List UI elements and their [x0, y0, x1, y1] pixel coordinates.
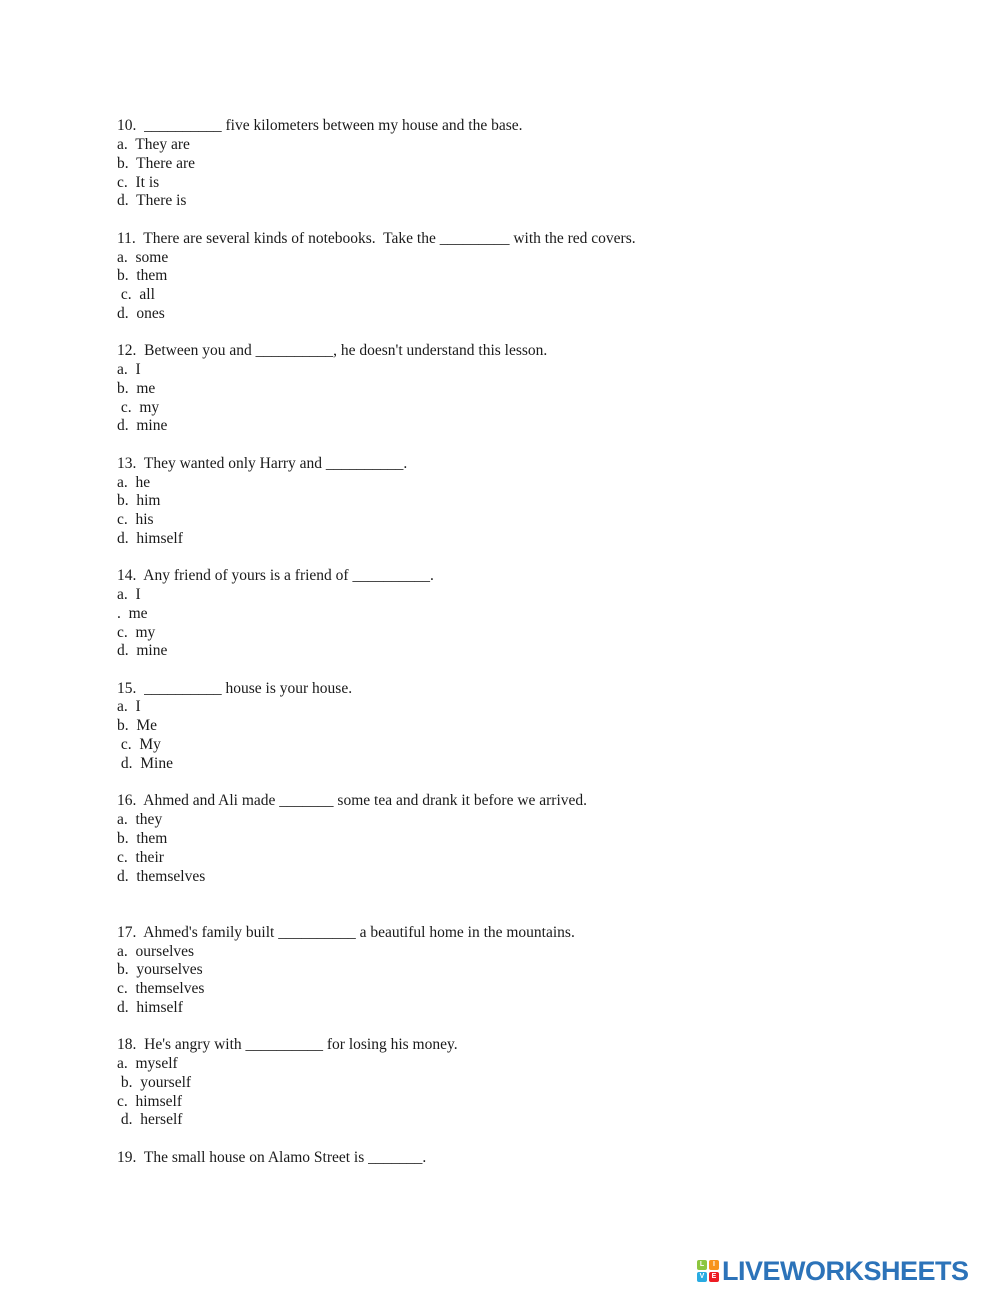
badge-letter-v: V [697, 1272, 707, 1282]
q10-option-d: d. There is [117, 192, 187, 209]
q10-option-a: a. They are [117, 136, 190, 153]
question-12: 12. Between you and __________, he doesn't understand this lesson. [117, 342, 548, 359]
q15-option-d: d. Mine [117, 755, 173, 772]
q10-option-b: b. There are [117, 155, 196, 172]
q16-option-c: c. their [117, 849, 164, 866]
badge-letter-e: E [709, 1272, 719, 1282]
question-14: 14. Any friend of yours is a friend of __________. [117, 567, 434, 584]
q11-option-a: a. some [117, 249, 169, 266]
q13-option-d: d. himself [117, 530, 183, 547]
q11-option-d: d. ones [117, 305, 165, 322]
q17-option-a: a. ourselves [117, 943, 195, 960]
q18-option-a: a. myself [117, 1055, 178, 1072]
q17-option-d: d. himself [117, 999, 183, 1016]
question-19: 19. The small house on Alamo Street is _______. [117, 1149, 427, 1166]
question-15: 15. __________ house is your house. [117, 680, 353, 697]
q18-option-d: d. herself [117, 1111, 183, 1128]
q16-option-a: a. they [117, 811, 163, 828]
liveworksheets-logo [697, 1256, 969, 1286]
q14-option-b: . me [117, 605, 148, 622]
q16-option-b: b. them [117, 830, 168, 847]
logo-wordmark: LIVEWORKSHEETS [722, 1256, 969, 1286]
q14-option-a: a. I [117, 586, 141, 603]
q17-option-c: c. themselves [117, 980, 205, 997]
q16-option-d: d. themselves [117, 868, 206, 885]
live-badge-icon [697, 1260, 719, 1282]
q11-option-b: b. them [117, 267, 168, 284]
q15-option-b: b. Me [117, 717, 158, 734]
q14-option-c: c. my [117, 624, 156, 641]
q15-option-c: c. My [117, 736, 161, 753]
q13-option-a: a. he [117, 474, 151, 491]
q15-option-a: a. I [117, 698, 141, 715]
badge-letter-l: L [697, 1260, 707, 1270]
q17-option-b: b. yourselves [117, 961, 203, 978]
q13-option-b: b. him [117, 492, 161, 509]
q12-option-c: c. my [117, 399, 160, 416]
q11-option-c: c. all [117, 286, 155, 303]
q12-option-b: b. me [117, 380, 156, 397]
question-18: 18. He's angry with __________ for losing his money. [117, 1036, 458, 1053]
q13-option-c: c. his [117, 511, 154, 528]
q12-option-a: a. I [117, 361, 141, 378]
question-11: 11. There are several kinds of notebooks. Take the _________ with the red covers. [117, 230, 636, 247]
badge-letter-i: I [709, 1260, 719, 1270]
q18-option-c: c. himself [117, 1093, 182, 1110]
question-10: 10. __________ five kilometers between my house and the base. [117, 117, 523, 134]
question-16: 16. Ahmed and Ali made _______ some tea and drank it before we arrived. [117, 792, 588, 809]
q12-option-d: d. mine [117, 417, 168, 434]
q14-option-d: d. mine [117, 642, 168, 659]
question-17: 17. Ahmed's family built __________ a beautiful home in the mountains. [117, 924, 575, 941]
question-13: 13. They wanted only Harry and __________. [117, 455, 408, 472]
q18-option-b: b. yourself [117, 1074, 192, 1091]
q10-option-c: c. It is [117, 174, 160, 191]
